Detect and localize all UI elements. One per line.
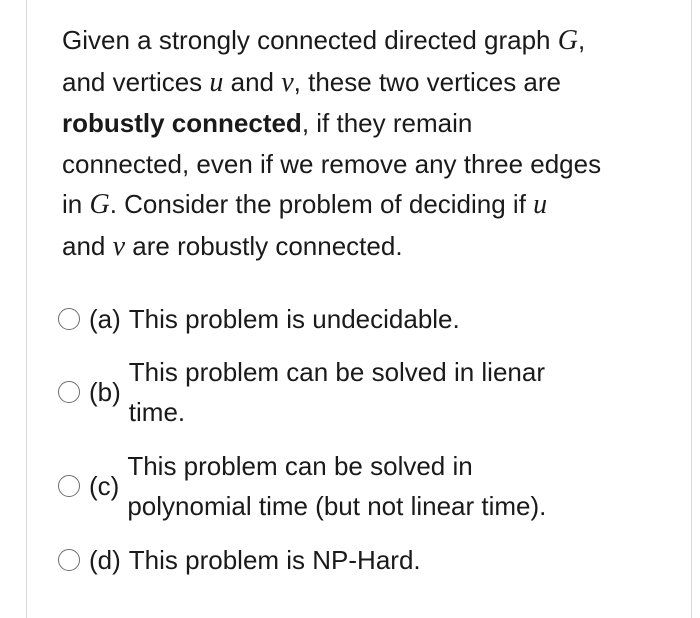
question-line	[62, 103, 662, 144]
question-segment: in	[62, 189, 90, 219]
option-text-line: time.	[128, 397, 186, 427]
option-text: This problem is undecidable.	[128, 304, 460, 334]
option-text-line: polynomial time (but not linear time).	[127, 491, 547, 521]
question-segment: , these two vertices are	[293, 66, 562, 97]
option-label: (b)	[89, 376, 121, 407]
option-text: This problem is NP-Hard.	[128, 545, 421, 575]
math-symbol: G	[89, 189, 110, 220]
radio-button[interactable]	[58, 381, 80, 403]
question-line	[62, 184, 662, 226]
question-segment: and	[62, 230, 113, 261]
option-text-line: This problem can be solved in lienar	[128, 357, 545, 387]
question-segment: and	[223, 66, 282, 97]
option-label: (a)	[89, 303, 121, 334]
option-d[interactable]	[58, 540, 421, 580]
option-text	[127, 446, 546, 526]
math-symbol: G	[557, 25, 578, 56]
question-segment: are robustly connected.	[125, 230, 403, 261]
option-a[interactable]	[58, 299, 460, 339]
question-line	[62, 226, 662, 268]
option-text	[129, 352, 545, 432]
question-line	[62, 144, 662, 185]
radio-button[interactable]	[58, 549, 80, 571]
question-segment: Given a strongly connected directed graph	[62, 25, 558, 55]
math-symbol: u	[209, 66, 224, 98]
radio-button[interactable]	[58, 475, 80, 497]
option-b[interactable]	[58, 352, 545, 432]
bold-term: robustly connected	[62, 108, 302, 138]
option-label: (d)	[89, 544, 121, 575]
question-line	[62, 20, 662, 62]
question-segment: . Consider the problem of deciding if	[109, 189, 534, 219]
option-c[interactable]	[58, 446, 546, 526]
question-text	[62, 20, 662, 267]
question-segment: connected, even if we remove any three edges	[62, 148, 602, 179]
option-label: (c)	[89, 470, 120, 501]
radio-button[interactable]	[58, 308, 80, 330]
question-segment: ,	[577, 25, 586, 55]
question-segment: and vertices	[62, 66, 210, 97]
question-line	[62, 62, 662, 104]
question-segment: , if they remain	[301, 108, 473, 138]
math-symbol: u	[533, 189, 548, 220]
math-symbol: v	[112, 230, 126, 262]
math-symbol: v	[281, 66, 294, 98]
option-text-line: This problem can be solved in	[127, 451, 473, 481]
